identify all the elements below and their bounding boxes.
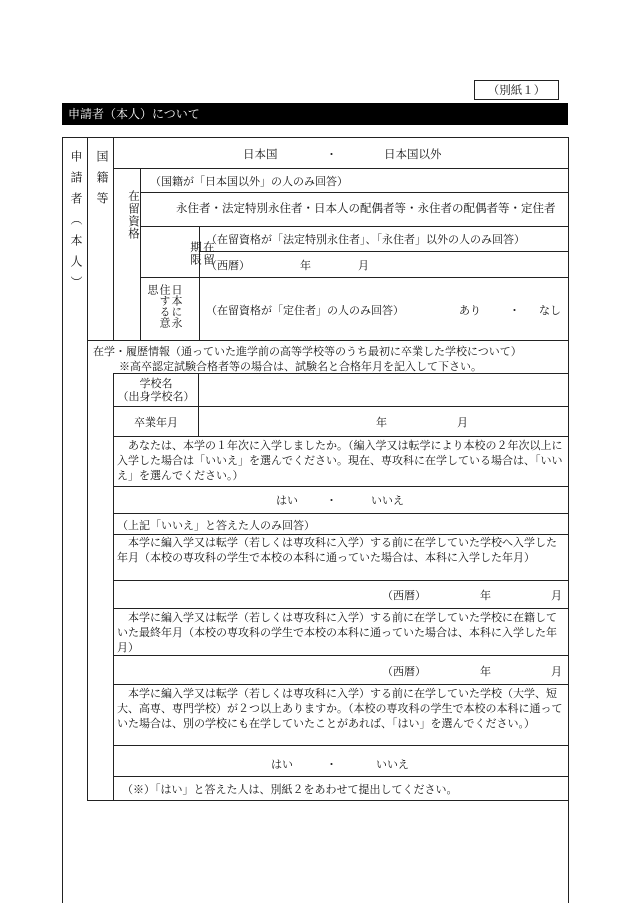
permanent-intent-label: 日本に永住する意思 (146, 284, 183, 328)
permanent-intent-note: （在留資格が「定住者」の人のみ回答） (206, 304, 404, 317)
permanent-intent-separator: ・ (509, 304, 520, 317)
residence-period-note: （在留資格が「法定特別永住者」、「永住者」以外の人のみ回答） (206, 233, 525, 246)
nationality-separator: ・ (326, 148, 337, 161)
q-first-year-yes[interactable]: はい (276, 494, 298, 507)
history-note: ※高卒認定試験合格者等の場合は、試験名と合格年月を記入して下さい。 (119, 360, 482, 373)
residence-period-month[interactable]: 月 (358, 259, 369, 272)
q-multiple-yes[interactable]: はい (271, 758, 293, 771)
q-last-prev-month[interactable]: 月 (551, 665, 562, 678)
grad-month[interactable]: 月 (457, 416, 468, 429)
residence-status-options[interactable]: 永住者・法定特別永住者・日本人の配偶者等・永住者の配偶者等・定住者 (176, 201, 556, 215)
nationality-label: 国籍等 (95, 150, 109, 213)
school-name-field[interactable] (199, 374, 568, 406)
residence-period-era: （西暦） (206, 259, 250, 272)
nationality-option-japan[interactable]: 日本国 (243, 147, 278, 161)
q-last-prev-year[interactable]: 年 (480, 665, 491, 678)
q-first-year-separator: ・ (326, 494, 337, 507)
q-multiple-separator: ・ (326, 758, 337, 771)
no-only-note: （上記「いいえ」と答えた人のみ回答） (117, 519, 315, 532)
school-name-label: 学校名 （出身学校名） (117, 377, 195, 403)
grad-label: 卒業年月 (134, 416, 178, 429)
residence-status-label: 在留資格 (127, 190, 141, 240)
history-title: 在学・履歴情報（通っていた進学前の高等学校等のうち最初に卒業した学校について） (93, 345, 522, 358)
footnote: （※）「はい」と答えた人は、別紙２をあわせて提出してください。 (122, 783, 458, 796)
residence-period-label: 在留期限 (189, 240, 216, 266)
q-enter-prev-era: （西暦） (382, 589, 426, 602)
residence-status-note: （国籍が「日本国以外」の人のみ回答） (150, 175, 348, 188)
q-multiple-no[interactable]: いいえ (376, 758, 409, 771)
nationality-option-other[interactable]: 日本国以外 (384, 147, 442, 161)
permanent-intent-yes[interactable]: あり (459, 304, 481, 317)
applicant-label: 申請者（本人） (69, 150, 83, 297)
q-enter-prev-text: 本学に編入学又は転学（若しくは専攻科に入学）する前に在学していた学校へ入学した年月（本校の専攻科の学生で本校の本科に通っていた場合は、本科に入学した年月） (117, 536, 557, 564)
section-header: 申請者（本人）について (62, 103, 568, 125)
q-last-prev-text: 本学に編入学又は転学（若しくは専攻科に入学）する前に在学していた学校に在籍していた最終年月（本校の専攻科の学生で本校の本科に通っていた場合は、本科に入学した年月） (117, 611, 557, 654)
grad-year[interactable]: 年 (376, 416, 387, 429)
q-first-year-no[interactable]: いいえ (371, 494, 404, 507)
permanent-intent-no[interactable]: なし (539, 304, 561, 317)
attachment-label: （別紙１） (474, 80, 559, 100)
q-last-prev-era: （西暦） (382, 665, 426, 678)
residence-period-year[interactable]: 年 (300, 259, 311, 272)
q-enter-prev-month[interactable]: 月 (551, 589, 562, 602)
q-enter-prev-year[interactable]: 年 (480, 589, 491, 602)
q-multiple-text: 本学に編入学又は転学（若しくは専攻科に入学）する前に在学していた学校（大学、短大、高専、専門学校）が２つ以上ありますか。（本校の専攻科の学生で本校の本科に通っていた場合は、別の学校にも在学していたことがあれば、「はい」を選んでください。） (117, 687, 563, 730)
q-first-year-text: あなたは、本学の１年次に入学しましたか。（編入学又は転学により本校の２年次以上に入学した場合は「いいえ」を選んでください。現在、専攻科に在学している場合は、「いいえ」を選んでください。） (117, 439, 563, 482)
